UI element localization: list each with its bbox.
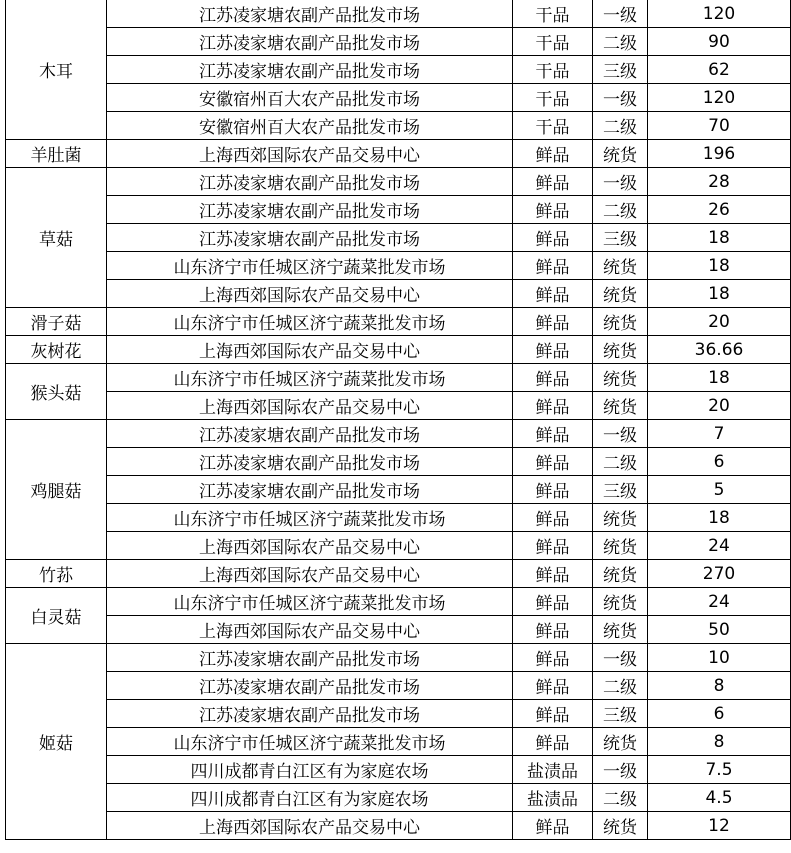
product-type-cell: 鲜品 (513, 560, 593, 588)
market-cell: 山东济宁市任城区济宁蔬菜批发市场 (107, 364, 513, 392)
table-row (6, 252, 791, 280)
product-type-cell: 鲜品 (513, 280, 593, 308)
market-cell: 江苏凌家塘农副产品批发市场 (107, 196, 513, 224)
grade-cell: 统货 (593, 616, 648, 644)
price-cell: 18 (648, 280, 791, 308)
product-type-cell: 鲜品 (513, 812, 593, 840)
table-row (6, 616, 791, 644)
market-cell: 上海西郊国际农产品交易中心 (107, 336, 513, 364)
product-type-cell: 鲜品 (513, 728, 593, 756)
product-type-cell: 鲜品 (513, 700, 593, 728)
table-row (6, 56, 791, 84)
mushroom-name-cell: 灰树花 (6, 336, 107, 364)
price-cell: 7.5 (648, 756, 791, 784)
market-cell: 上海西郊国际农产品交易中心 (107, 280, 513, 308)
product-type-cell: 鲜品 (513, 168, 593, 196)
product-type-cell: 干品 (513, 112, 593, 140)
price-cell: 5 (648, 476, 791, 504)
product-type-cell: 鲜品 (513, 504, 593, 532)
product-type-cell: 鲜品 (513, 588, 593, 616)
price-cell: 7 (648, 420, 791, 448)
price-cell: 70 (648, 112, 791, 140)
market-cell: 山东济宁市任城区济宁蔬菜批发市场 (107, 588, 513, 616)
product-type-cell: 干品 (513, 84, 593, 112)
table-row (6, 728, 791, 756)
product-type-cell: 鲜品 (513, 336, 593, 364)
market-cell: 上海西郊国际农产品交易中心 (107, 812, 513, 840)
price-cell: 18 (648, 224, 791, 252)
grade-cell: 三级 (593, 56, 648, 84)
price-cell: 18 (648, 252, 791, 280)
table-row (6, 672, 791, 700)
grade-cell: 一级 (593, 168, 648, 196)
price-cell: 20 (648, 308, 791, 336)
product-type-cell: 鲜品 (513, 644, 593, 672)
price-cell: 24 (648, 532, 791, 560)
table-row (6, 336, 791, 364)
market-cell: 江苏凌家塘农副产品批发市场 (107, 28, 513, 56)
product-type-cell: 鲜品 (513, 364, 593, 392)
price-cell: 90 (648, 28, 791, 56)
mushroom-name-cell: 滑子菇 (6, 308, 107, 336)
table-row (6, 504, 791, 532)
grade-cell: 三级 (593, 476, 648, 504)
price-cell: 8 (648, 728, 791, 756)
product-type-cell: 干品 (513, 56, 593, 84)
price-cell: 6 (648, 448, 791, 476)
grade-cell: 统货 (593, 280, 648, 308)
grade-cell: 统货 (593, 336, 648, 364)
table-row (6, 812, 791, 840)
table-row (6, 196, 791, 224)
price-cell: 196 (648, 140, 791, 168)
price-cell: 8 (648, 672, 791, 700)
price-cell: 18 (648, 504, 791, 532)
price-cell: 120 (648, 0, 791, 28)
price-cell: 10 (648, 644, 791, 672)
mushroom-name-cell: 姬菇 (6, 644, 107, 840)
price-cell: 62 (648, 56, 791, 84)
price-cell: 12 (648, 812, 791, 840)
product-type-cell: 干品 (513, 28, 593, 56)
grade-cell: 统货 (593, 588, 648, 616)
grade-cell: 统货 (593, 308, 648, 336)
mushroom-name-cell: 白灵菇 (6, 588, 107, 644)
grade-cell: 统货 (593, 392, 648, 420)
grade-cell: 统货 (593, 812, 648, 840)
product-type-cell: 干品 (513, 0, 593, 28)
grade-cell: 一级 (593, 420, 648, 448)
grade-cell: 二级 (593, 28, 648, 56)
market-cell: 江苏凌家塘农副产品批发市场 (107, 448, 513, 476)
market-cell: 安徽宿州百大农产品批发市场 (107, 84, 513, 112)
market-cell: 四川成都青白江区有为家庭农场 (107, 756, 513, 784)
table-row (6, 644, 791, 672)
market-cell: 江苏凌家塘农副产品批发市场 (107, 56, 513, 84)
mushroom-name-cell: 羊肚菌 (6, 140, 107, 168)
market-cell: 上海西郊国际农产品交易中心 (107, 392, 513, 420)
mushroom-name-cell: 竹荪 (6, 560, 107, 588)
table-row (6, 84, 791, 112)
grade-cell: 统货 (593, 504, 648, 532)
grade-cell: 统货 (593, 532, 648, 560)
grade-cell: 二级 (593, 112, 648, 140)
product-type-cell: 鲜品 (513, 420, 593, 448)
price-cell: 24 (648, 588, 791, 616)
table-row (6, 588, 791, 616)
market-cell: 江苏凌家塘农副产品批发市场 (107, 0, 513, 28)
product-type-cell: 鲜品 (513, 616, 593, 644)
grade-cell: 一级 (593, 0, 648, 28)
market-cell: 江苏凌家塘农副产品批发市场 (107, 644, 513, 672)
market-cell: 山东济宁市任城区济宁蔬菜批发市场 (107, 504, 513, 532)
product-type-cell: 鲜品 (513, 532, 593, 560)
table-row (6, 224, 791, 252)
product-type-cell: 鲜品 (513, 196, 593, 224)
market-cell: 山东济宁市任城区济宁蔬菜批发市场 (107, 252, 513, 280)
price-cell: 20 (648, 392, 791, 420)
market-cell: 上海西郊国际农产品交易中心 (107, 560, 513, 588)
product-type-cell: 鲜品 (513, 392, 593, 420)
table-row (6, 140, 791, 168)
market-cell: 江苏凌家塘农副产品批发市场 (107, 224, 513, 252)
market-cell: 山东济宁市任城区济宁蔬菜批发市场 (107, 308, 513, 336)
price-cell: 120 (648, 84, 791, 112)
product-type-cell: 鲜品 (513, 140, 593, 168)
grade-cell: 三级 (593, 224, 648, 252)
table-row (6, 448, 791, 476)
market-cell: 江苏凌家塘农副产品批发市场 (107, 420, 513, 448)
price-table-body (6, 0, 791, 840)
price-cell: 270 (648, 560, 791, 588)
table-row (6, 280, 791, 308)
market-cell: 上海西郊国际农产品交易中心 (107, 532, 513, 560)
product-type-cell: 盐渍品 (513, 756, 593, 784)
table-row (6, 420, 791, 448)
table-row (6, 784, 791, 812)
grade-cell: 统货 (593, 728, 648, 756)
table-row (6, 168, 791, 196)
table-row (6, 308, 791, 336)
grade-cell: 一级 (593, 756, 648, 784)
product-type-cell: 鲜品 (513, 672, 593, 700)
grade-cell: 二级 (593, 784, 648, 812)
grade-cell: 一级 (593, 644, 648, 672)
table-row (6, 560, 791, 588)
product-type-cell: 鲜品 (513, 224, 593, 252)
market-cell: 江苏凌家塘农副产品批发市场 (107, 168, 513, 196)
table-row (6, 476, 791, 504)
mushroom-name-cell: 草菇 (6, 168, 107, 308)
table-row (6, 700, 791, 728)
mushroom-name-cell: 鸡腿菇 (6, 420, 107, 560)
market-cell: 江苏凌家塘农副产品批发市场 (107, 700, 513, 728)
price-cell: 6 (648, 700, 791, 728)
grade-cell: 二级 (593, 672, 648, 700)
price-cell: 26 (648, 196, 791, 224)
table-row (6, 364, 791, 392)
table-row (6, 28, 791, 56)
price-cell: 36.66 (648, 336, 791, 364)
price-cell: 18 (648, 364, 791, 392)
grade-cell: 统货 (593, 140, 648, 168)
price-cell: 50 (648, 616, 791, 644)
mushroom-name-cell: 木耳 (6, 0, 107, 140)
market-cell: 上海西郊国际农产品交易中心 (107, 616, 513, 644)
market-cell: 上海西郊国际农产品交易中心 (107, 140, 513, 168)
market-cell: 山东济宁市任城区济宁蔬菜批发市场 (107, 728, 513, 756)
table-row (6, 112, 791, 140)
product-type-cell: 鲜品 (513, 308, 593, 336)
product-type-cell: 鲜品 (513, 448, 593, 476)
grade-cell: 统货 (593, 560, 648, 588)
price-table (5, 0, 791, 840)
market-cell: 安徽宿州百大农产品批发市场 (107, 112, 513, 140)
market-cell: 四川成都青白江区有为家庭农场 (107, 784, 513, 812)
table-row (6, 0, 791, 28)
table-row (6, 392, 791, 420)
price-cell: 28 (648, 168, 791, 196)
price-cell: 4.5 (648, 784, 791, 812)
grade-cell: 三级 (593, 700, 648, 728)
grade-cell: 统货 (593, 364, 648, 392)
grade-cell: 一级 (593, 84, 648, 112)
grade-cell: 二级 (593, 448, 648, 476)
market-cell: 江苏凌家塘农副产品批发市场 (107, 672, 513, 700)
grade-cell: 二级 (593, 196, 648, 224)
table-row (6, 756, 791, 784)
product-type-cell: 鲜品 (513, 252, 593, 280)
mushroom-name-cell: 猴头菇 (6, 364, 107, 420)
product-type-cell: 盐渍品 (513, 784, 593, 812)
product-type-cell: 鲜品 (513, 476, 593, 504)
table-row (6, 532, 791, 560)
grade-cell: 统货 (593, 252, 648, 280)
market-cell: 江苏凌家塘农副产品批发市场 (107, 476, 513, 504)
